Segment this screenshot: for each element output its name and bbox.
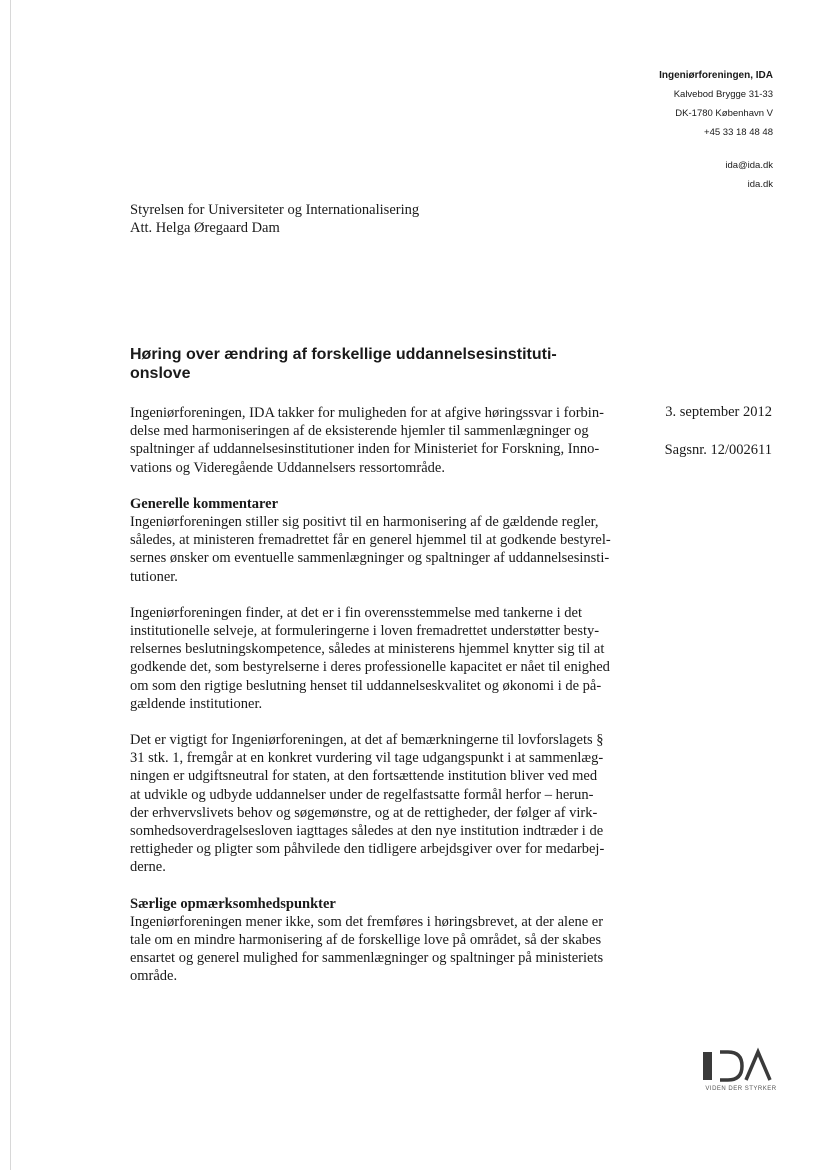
text-line: sernes ønsker om eventuelle sammenlægninger og spaltninger af uddannelsesinsti- [130,550,610,567]
letter-meta [612,403,772,459]
important-paragraph [130,731,625,877]
text-line: rettigheder og pligter som påhvilede den tidligere arbejdsgiver over for medarbej- [130,841,605,858]
sender-web: ida.dk [747,179,773,190]
ida-logo-d-mark [720,1052,742,1080]
text-line: ensartet og generel mulighed for sammenlægninger og spaltninger på ministeriets [130,950,604,967]
text-line: vations og Videregående Uddannelsers ressortområde. [130,459,445,476]
recipient-block [130,201,419,237]
letter-body [130,404,625,1004]
text-line: delse med harmoniseringen af de eksisterende hjemler til sammenlægninger og [130,423,589,440]
ida-logo-i-mark [703,1052,712,1080]
text-line: Ingeniørforeningen mener ikke, som det fremføres i høringsbrevet, at der alene er [130,913,604,930]
sender-org: Ingeniørforeningen, IDA [659,70,773,81]
text-line: gældende institutioner. [130,695,263,712]
section-heading-general: Generelle kommentarer [130,495,279,512]
text-line: somhedsoverdragelsesloven iagttages således at den nye institution indtræder i de [130,823,604,840]
section-heading-special: Særlige opmærksomhedspunkter [130,895,336,912]
title-line-1: Høring over ændring af forskellige uddannelsesinstituti- [130,346,557,363]
text-line: Ingeniørforeningen stiller sig positivt til en harmonisering af de gældende regler, [130,514,599,531]
text-line: 31 stk. 1, fremgår at en konkret vurdering vil tage udgangspunkt i at sammenlæg- [130,750,604,767]
text-line: Ingeniørforeningen finder, at det er i fin overensstemmelse med tankerne i det [130,604,582,621]
text-line: institutionelle selveje, at formuleringerne i loven fremadrettet understøtter besty- [130,623,600,640]
selveje-paragraph [130,604,625,713]
text-line: tale om en mindre harmonisering af de forskellige love på området, så der skabes [130,932,602,949]
text-line: der erhvervslivets behov og søgemønstre, og at de rettigheder, der følger af virk- [130,804,598,821]
sender-address-line-1: Kalvebod Brygge 31-33 [673,89,773,100]
text-line: om som den rigtige beslutning henset til uddannelseskvalitet og økonomi i de på- [130,677,602,694]
text-line: Ingeniørforeningen, IDA takker for muligheden for at afgive høringssvar i forbin- [130,405,604,421]
text-line: spaltninger af uddannelsesinstitutioner inden for Ministeriet for Forskning, Inno- [130,441,600,458]
sender-address-block [513,66,773,194]
letter-date: 3. september 2012 [665,404,772,420]
text-line: relsernes beslutningskompetence, således at ministerens hjemmel knytter sig til at [130,641,605,658]
ida-logo-tagline: VIDEN DER STYRKER [705,1086,777,1092]
recipient-line-2: Att. Helga Øregaard Dam [130,220,280,236]
text-line: Det er vigtigt for Ingeniørforeningen, at det af bemærkningerne til lovforslagets § [130,732,604,749]
text-line: tutioner. [130,568,178,585]
letter-title [130,345,570,383]
intro-paragraph [130,404,625,477]
text-line: derne. [130,859,166,876]
text-line: område. [130,968,178,985]
text-line: ningen er udgiftsneutral for staten, at den fortsættende institution bliver ved med [130,768,598,785]
ida-logo-a-mark [746,1052,770,1080]
case-number: Sagsnr. 12/002611 [664,442,772,458]
sender-phone: +45 33 18 48 48 [704,127,773,138]
title-line-2: onslove [130,365,191,382]
sender-address-line-2: DK-1780 København V [675,108,773,119]
recipient-line-1: Styrelsen for Universiteter og Internationalisering [130,202,420,218]
text-line: godkende det, som bestyrelserne i deres professionelle kapacitet er nået til enighed [130,659,610,676]
text-line: at udvikle og udbyde uddannelser under de regelfastsatte formål herfor – herun- [130,786,594,803]
special-points-paragraph [130,895,625,986]
text-line: således, at ministeren fremadrettet får en generel hjemmel til at godkende bestyrel- [130,532,611,549]
page-margin-line [10,0,11,1170]
general-comments-paragraph [130,495,625,586]
sender-email: ida@ida.dk [725,160,773,171]
